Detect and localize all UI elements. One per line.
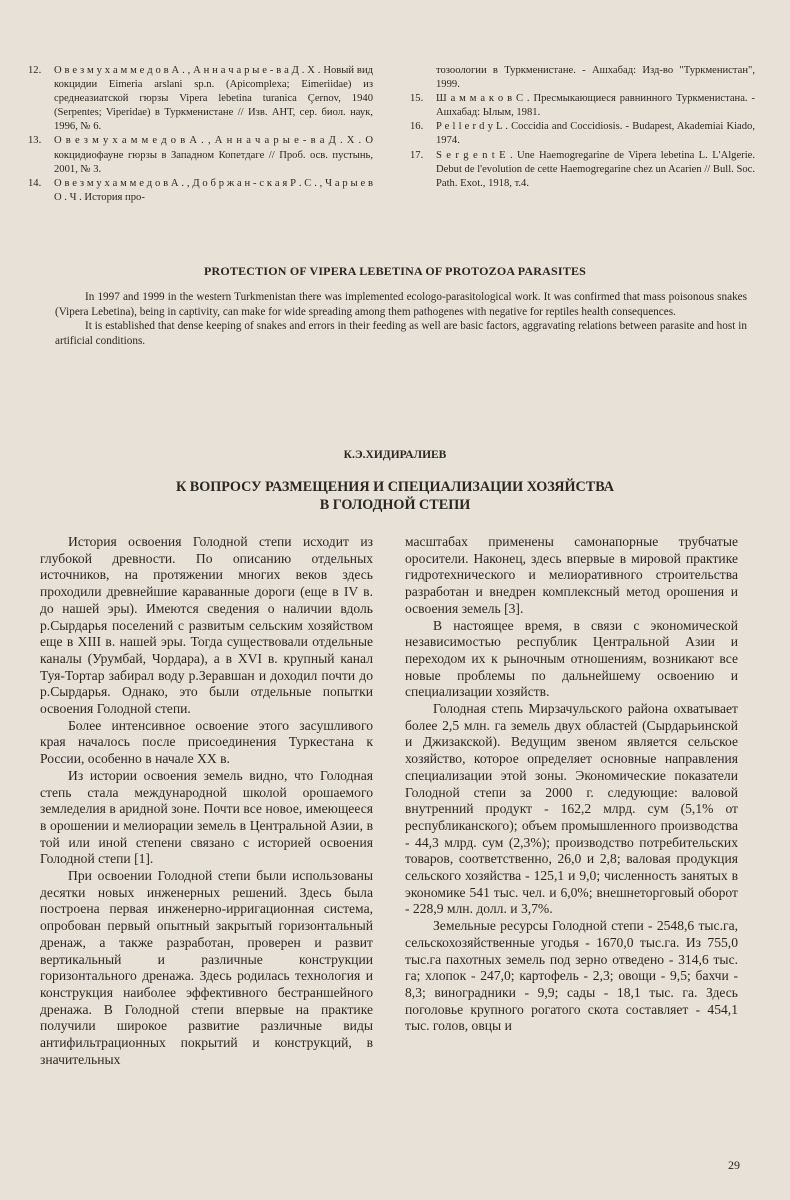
reference-item: [28, 177, 373, 205]
english-summary: [55, 290, 747, 348]
reference-text: О в е з м у х а м м е д о в А . , А н н а ч а р ы е - в а Д . Х . О кокцидиофауне гюрзы в Западном Копетдаге // Проб. осв. пустынь, 2001, № 3.: [54, 135, 373, 175]
reference-item: [28, 64, 373, 134]
reference-number: 16.: [410, 121, 424, 133]
body-paragraph: Земельные ресурсы Голодной степи - 2548,6 тыс.га, сельскохозяйственные угодья - 1670,0 тыс.га. Из 755,0 тыс.га пахотных земель под зерно отведено - 314,6 тыс. га; хлопок - 247,0; картофель - 2,3; овощи - 9,5; бахчи - 8,3; виноградники - 9,9; сады - 18,1 тыс. га. Здесь поголовье крупного рогатого скота составляет - 454,1 тыс. голов, овцы и: [405, 918, 738, 1034]
page-number: 29: [728, 1158, 740, 1172]
reference-continuation: тозоологии в Туркменистане. - Ашхабад: Изд-во "Туркменистан", 1999.: [436, 65, 755, 91]
article-title: [0, 478, 790, 514]
reference-text: P e l l e r d y L . Coccidia and Coccidiosis. - Budapest, Akademiai Kiado, 1974.: [436, 121, 755, 147]
body-paragraph: История освоения Голодной степи исходит из глубокой древности. По описанию отдельных источников, на протяжении многих веков здесь проходили древнейшие караванные дороги (еще в IV в. до нашей эры). Имеются сведения о наличии вдоль р.Сырдарья поселений с развитым сельским хозяйством еще в XIII в. нашей эры. Тогда существовали отдельные каналы (Урумбай, Чордара), а в XVI в. крупный канал Туя-Тортар забирал воду р.Зеравшан и доходил почти до р.Сырдарья. Однако, это были отдельные попытки освоения Голодной степи.: [40, 534, 373, 717]
body-paragraph: Из истории освоения земель видно, что Голодная степь стала международной школой орошаемого земледелия в аридной зоне. Почти все новое, имеющееся в орошении и мелиорации земель в Центральной Азии, в той или иной степени связано с историей освоения Голодной степи [1].: [40, 767, 373, 867]
body-paragraph: Более интенсивное освоение этого засушливого края началось после присоединения Туркестана к России, особенно в начале XX в.: [40, 717, 373, 767]
reference-number: 17.: [410, 149, 424, 161]
body-paragraph: При освоении Голодной степи были использованы десятки новых инженерных решений. Здесь была построена первая инженерно-ирригационная система, опробован первый опытный закрытый горизонтальный дренаж, а также разработан, проверен и развит вертикальный и различные конструкции горизонтального дренажа. Здесь родилась технология и конструкция наиболее эффективного бестраншейного дренажа. В Голодной степи впервые на практике получили широкое развитие различные виды антифильтрационных покрытий и конструкций, в значительных: [40, 868, 373, 1067]
references-right-column: [410, 64, 755, 191]
article-right-column: [405, 534, 738, 1035]
body-paragraph: В настоящее время, в связи с экономической независимостью республик Центральной Азии и переходом их к рыночным отношениям, возникают все новые проблемы по дальнейшему освоению и специализации хозяйств.: [405, 617, 738, 700]
article-title-line: К ВОПРОСУ РАЗМЕЩЕНИЯ И СПЕЦИАЛИЗАЦИИ ХОЗЯЙСТВА: [175, 479, 615, 495]
reference-text: Ш а м м а к о в С . Пресмыкающиеся равнинного Туркменистана. - Ашхабад: Ылым, 1981.: [436, 93, 755, 119]
reference-item: [28, 134, 373, 176]
reference-number: 15.: [410, 93, 424, 105]
reference-text: S e r g e n t E . Une Haemogregarine de Vipera lebetina L. L'Algerie. Debut de l'evolution de cette Haemogregarine chez un Acarien // Bull. Soc. Path. Exot., 1918, т.4.: [436, 149, 755, 189]
references-left-column: [28, 64, 373, 205]
article-left-column: [40, 534, 373, 1069]
body-paragraph-continuation: масштабах применены самонапорные трубчатые оросители. Наконец, здесь впервые в мировой практике гидротехнического и мелиоративного строительства разработан и внедрен комплексный метод орошения и освоения земель [3].: [405, 534, 738, 616]
reference-item: [410, 120, 755, 148]
reference-number: 12.: [28, 65, 42, 76]
reference-item: [410, 92, 755, 120]
summary-paragraph: It is established that dense keeping of snakes and errors in their feeding as well are basic factors, aggravating relations between parasite and host in artificial conditions.: [55, 320, 747, 347]
body-paragraph: Голодная степь Мирзачульского района охватывает более 2,5 млн. га земель двух областей (Сырдарьинской и Джизакской). Ведущим звеном является сельское хозяйство, которое определяет основные направления специализации этой зоны. Экономические показатели Голодной степи за 2000 г. следующие: валовой внутренний продукт - 162,2 млрд. сум (5,1% от республиканского); объем промышленного производства - 44,3 млрд. сум (2,3%); производство потребительских товаров, соответственно, 26,0 и 2,8; валовая продукция сельского хозяйства - 125,1 и 9,0; численность занятых в экономике 541 тыс. чел. и 6,0%; внешнеторговый оборот - 228,9 млн. долл. и 3,7%.: [405, 701, 738, 917]
summary-paragraph: In 1997 and 1999 in the western Turkmenistan there was implemented ecologo-parasitological work. It was confirmed that mass poisonous snakes (Vipera Lebetina), being in captivity, can make for wide spreading among them pathogenes with negative for reptiles health consequences.: [55, 291, 747, 318]
reference-text: О в е з м у х а м м е д о в А . , А н н а ч а р ы е - в а Д . Х . Новый вид кокцидии Eimeria arslani sp.n. (Apicomplexa; Eimeriidae) из среднеазиатской гюрзы Vipera lebetina turanica Çernov, 1940 (Serpentes; Viperidae) в Туркменистане // Изв. АНТ, сер. биол. наук, 1996, № 6.: [54, 65, 373, 133]
reference-number: 13.: [28, 135, 42, 147]
article-title-line: В ГОЛОДНОЙ СТЕПИ: [319, 497, 471, 513]
summary-title: PROTECTION OF VIPERA LEBETINA OF PROTOZOA PARASITES: [203, 264, 587, 278]
article-author: К.Э.ХИДИРАЛИЕВ: [343, 449, 447, 461]
reference-item: [410, 149, 755, 191]
reference-number: 14.: [28, 177, 42, 189]
reference-text: О в е з м у х а м м е д о в А . , Д о б р ж а н - с к а я Р . С . , Ч а р ы е в О . Ч . История про-: [54, 177, 373, 203]
